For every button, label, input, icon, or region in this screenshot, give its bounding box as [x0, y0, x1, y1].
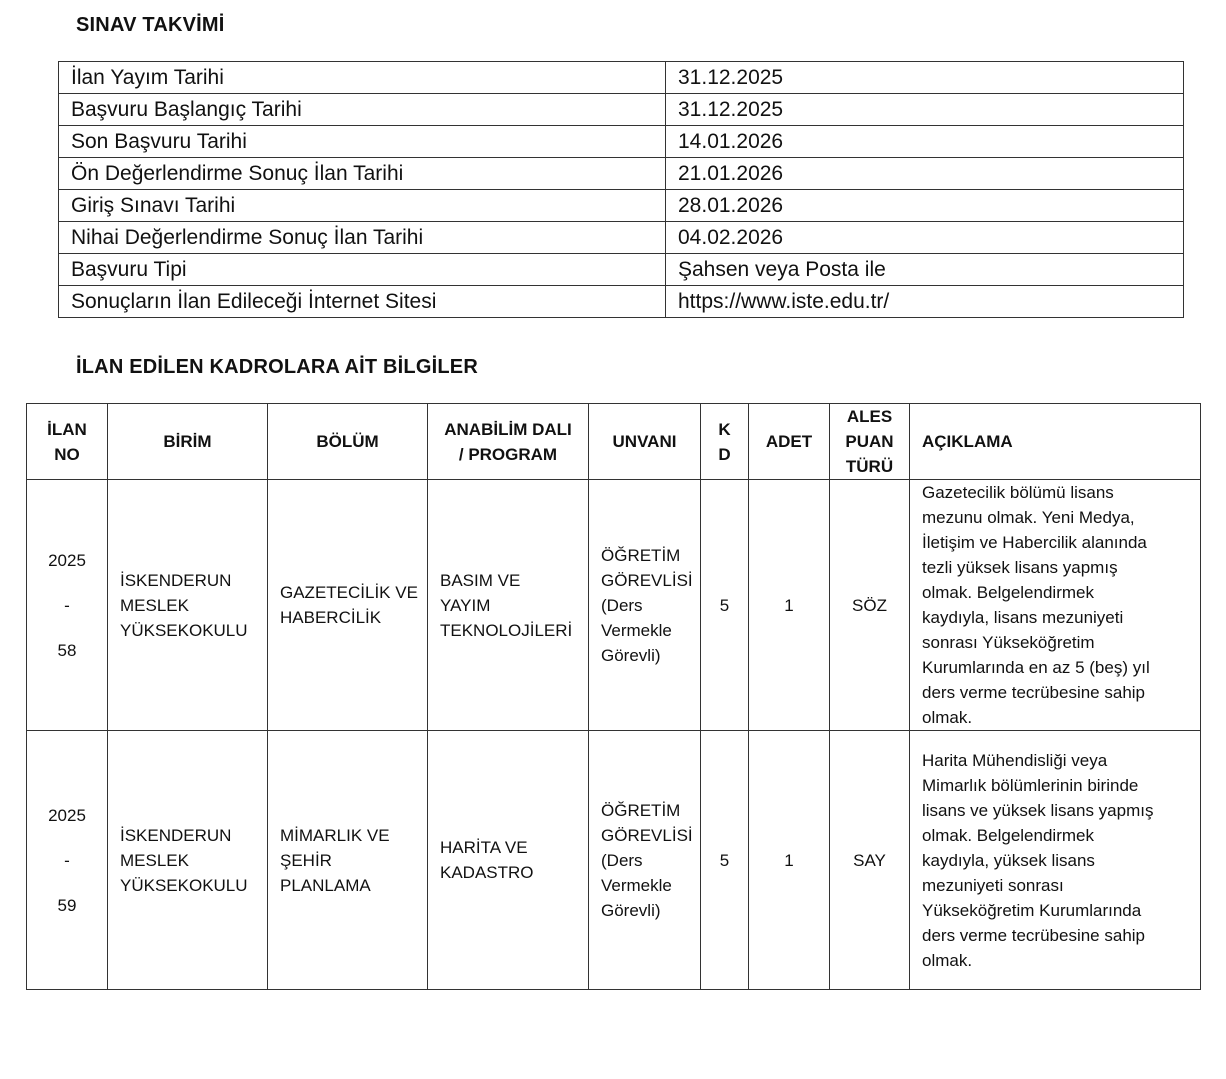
ales-cell: SAY [830, 731, 910, 990]
header-adet: ADET [749, 404, 830, 480]
anabilim-cell: BASIM VE YAYIM TEKNOLOJİLERİ [428, 480, 589, 731]
schedule-label: Başvuru Başlangıç Tarihi [59, 94, 666, 126]
anabilim-cell: HARİTA VE KADASTRO [428, 731, 589, 990]
birim-cell: İSKENDERUN MESLEK YÜKSEKOKULU [108, 731, 268, 990]
table-row [27, 731, 1201, 990]
schedule-value: 21.01.2026 [666, 158, 1184, 190]
ilan-year: 2025 [48, 805, 86, 825]
schedule-value: 04.02.2026 [666, 222, 1184, 254]
adet-cell: 1 [749, 731, 830, 990]
website-link[interactable]: https://www.iste.edu.tr/ [666, 286, 1184, 318]
schedule-value: 14.01.2026 [666, 126, 1184, 158]
unvani-cell: ÖĞRETİM GÖREVLİSİ (Ders Vermekle Görevli) [589, 731, 701, 990]
aciklama-cell: Gazetecilik bölümü lisans mezunu olmak. Yeni Medya, İletişim ve Habercilik alanında tezli yüksek lisans yapmış olmak. Belgelendirmek kaydıyla, lisans mezuniyeti sonrası Yükseköğretim Kurumlarında en az 5 (beş) yıl ders verme tecrübesine sahip olmak. [910, 480, 1201, 731]
unvani-cell: ÖĞRETİM GÖREVLİSİ (Ders Vermekle Görevli) [589, 480, 701, 731]
table-row [59, 286, 1184, 318]
schedule-label: Nihai Değerlendirme Sonuç İlan Tarihi [59, 222, 666, 254]
exam-schedule-table [58, 61, 1184, 318]
bolum-cell: MİMARLIK VE ŞEHİR PLANLAMA [268, 731, 428, 990]
header-unvani: UNVANI [589, 404, 701, 480]
schedule-value: 31.12.2025 [666, 62, 1184, 94]
schedule-value: 31.12.2025 [666, 94, 1184, 126]
schedule-label: Giriş Sınavı Tarihi [59, 190, 666, 222]
schedule-title: SINAV TAKVİMİ [76, 14, 225, 36]
header-birim: BİRİM [108, 404, 268, 480]
table-row [59, 62, 1184, 94]
schedule-label: Son Başvuru Tarihi [59, 126, 666, 158]
ilan-year: 2025 [48, 550, 86, 570]
header-row [27, 404, 1201, 480]
schedule-label: Ön Değerlendirme Sonuç İlan Tarihi [59, 158, 666, 190]
ilan-number: 59 [57, 895, 77, 915]
birim-cell: İSKENDERUN MESLEK YÜKSEKOKULU [108, 480, 268, 731]
header-ales: ALES PUAN TÜRÜ [830, 404, 910, 480]
table-row [59, 158, 1184, 190]
ales-cell: SÖZ [830, 480, 910, 731]
kd-cell: 5 [701, 731, 749, 990]
header-kd: K D [701, 404, 749, 480]
schedule-label: Başvuru Tipi [59, 254, 666, 286]
kd-cell: 5 [701, 480, 749, 731]
table-row [59, 254, 1184, 286]
table-row [59, 222, 1184, 254]
header-anabilim: ANABİLİM DALI / PROGRAM [428, 404, 589, 480]
header-ilan-no: İLAN NO [27, 404, 108, 480]
schedule-value: Şahsen veya Posta ile [666, 254, 1184, 286]
ilan-number: 58 [57, 640, 77, 660]
bolum-cell: GAZETECİLİK VE HABERCİLİK [268, 480, 428, 731]
schedule-label: İlan Yayım Tarihi [59, 62, 666, 94]
table-row [59, 190, 1184, 222]
header-bolum: BÖLÜM [268, 404, 428, 480]
ilan-no-cell [27, 480, 108, 731]
header-aciklama: AÇIKLAMA [910, 404, 1201, 480]
positions-table [26, 403, 1201, 990]
table-row [27, 480, 1201, 731]
schedule-label: Sonuçların İlan Edileceği İnternet Sitesi [59, 286, 666, 318]
positions-title: İLAN EDİLEN KADROLARA AİT BİLGİLER [76, 356, 478, 378]
ilan-no-cell [27, 731, 108, 990]
table-row [59, 94, 1184, 126]
table-row [59, 126, 1184, 158]
adet-cell: 1 [749, 480, 830, 731]
schedule-value: 28.01.2026 [666, 190, 1184, 222]
aciklama-cell: Harita Mühendisliği veya Mimarlık bölümlerinin birinde lisans ve yüksek lisans yapmış olmak. Belgelendirmek kaydıyla, yüksek lisans mezuniyeti sonrası Yükseköğretim Kurumlarında ders verme tecrübesine sahip olmak. [910, 731, 1201, 990]
ilan-separator: - [64, 595, 70, 615]
ilan-separator: - [64, 850, 70, 870]
